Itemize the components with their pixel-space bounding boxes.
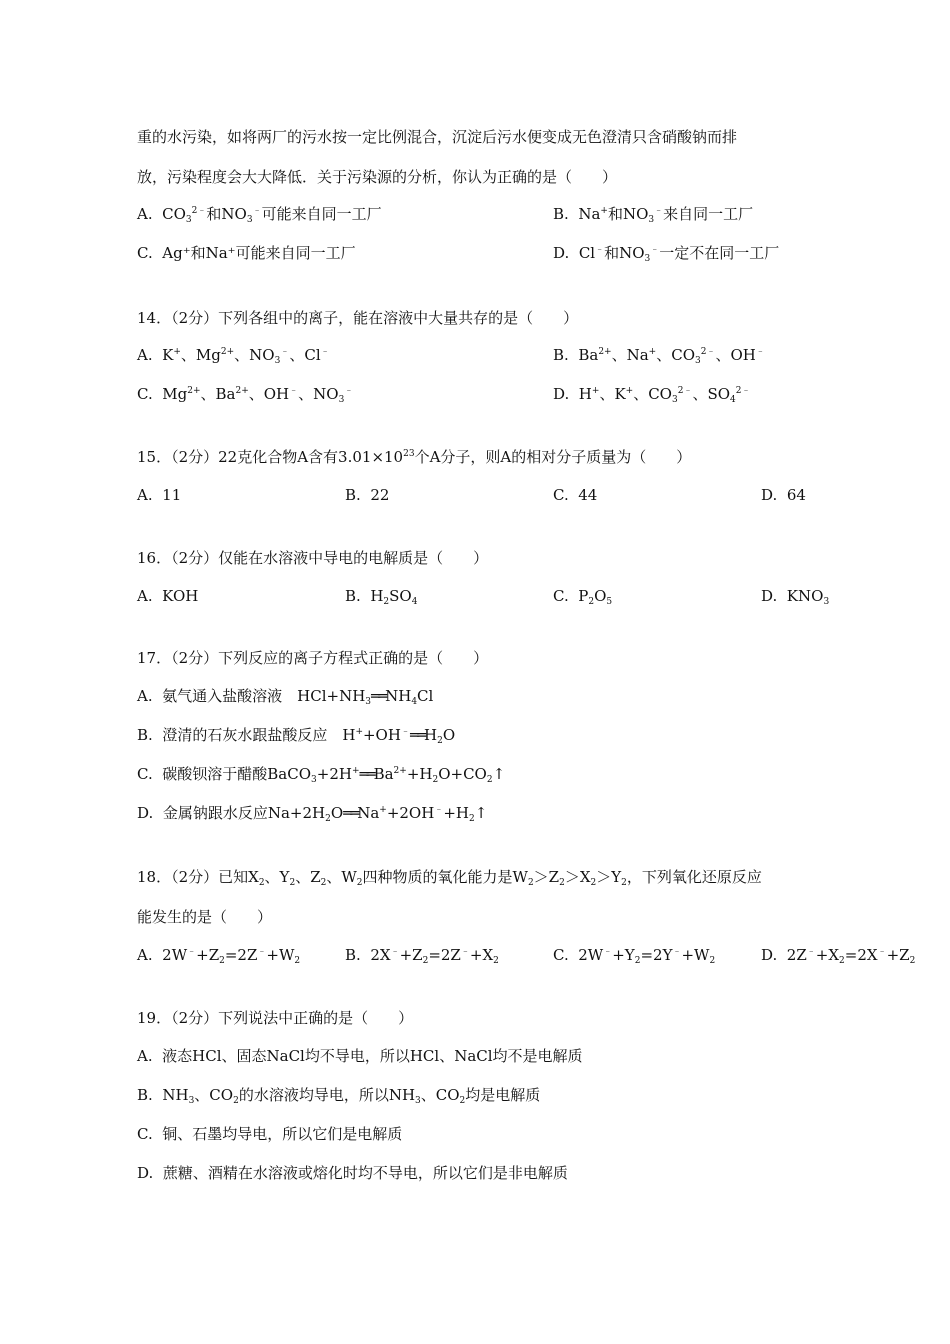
q13-option-d: D. Cl﹣和$NO_3^﹣$一定不在同一工厂 <box>553 244 780 264</box>
q18-option-b: B. $2X^﹣+Z_2=2Z^﹣+X_2$ <box>345 946 499 966</box>
q17-option-a: A. 氨气通入盐酸溶液 $HCl+NH_3══NH_4Cl$ <box>137 687 434 707</box>
q14-option-a: A. K+、$Mg^{2+}$、$NO_3^﹣$、Cl﹣ <box>137 346 330 366</box>
q19-option-a: A. 液态HCl、固态NaCl均不导电，所以HCl、NaCl均不是电解质 <box>137 1047 583 1065</box>
q17-option-b: B. 澄清的石灰水跟盐酸反应 $H^++OH^﹣══H_2O$ <box>137 726 456 746</box>
q18-stem-2: 能发生的是（ ） <box>137 908 273 926</box>
q17-option-d: D. 金属钠跟水反应$Na+2H_2O══Na^++2OH^﹣+H_2↑$ <box>137 804 488 824</box>
q15-option-b: B. 22 <box>345 486 390 504</box>
q14-option-d: D. H+、K+、$CO_3^{2﹣}$、$SO_4^{2﹣}$ <box>553 385 751 405</box>
q15-option-d: D. 64 <box>761 486 806 504</box>
q15-option-a: A. 11 <box>137 486 182 504</box>
q16-stem: 16．（2分）仅能在水溶液中导电的电解质是（ ） <box>137 549 489 567</box>
q14-stem: 14．（2分）下列各组中的离子，能在溶液中大量共存的是（ ） <box>137 309 579 327</box>
q16-option-c: C. $P_2O_5$ <box>553 587 613 607</box>
q15-stem: 15．（2分）22克化合物A含有$3.01\times 10^{23}$个A分子，则A的相对分子质量为（ ） <box>137 448 692 466</box>
q19-option-d: D. 蔗糖、酒精在水溶液或熔化时均不导电，所以它们是非电解质 <box>137 1164 568 1182</box>
intro-line-1: 重的水污染，如将两厂的污水按一定比例混合，沉淀后污水便变成无色澄清只含硝酸钠而排 <box>137 128 738 146</box>
q17-option-c: C. 碳酸钡溶于醋酸$BaCO_3+2H^+══Ba^{2+}+H_2O+CO_2↑$ <box>137 765 506 785</box>
q18-option-d: D. $2Z^﹣+X_2=2X^﹣+Z_2$ <box>761 946 916 966</box>
q17-stem: 17．（2分）下列反应的离子方程式正确的是（ ） <box>137 649 489 667</box>
q18-option-c: C. $2W^﹣+Y_2=2Y^﹣+W_2$ <box>553 946 716 966</box>
q16-option-b: B. $H_2SO_4$ <box>345 587 418 607</box>
q18-option-a: A. $2W^﹣+Z_2=2Z^﹣+W_2$ <box>137 946 301 966</box>
intro-line-2: 放，污染程度会大大降低．关于污染源的分析，你认为正确的是（ ） <box>137 168 618 186</box>
q19-option-b: B. $NH_3$、$CO_2$的水溶液均导电，所以$NH_3$、$CO_2$均是电解质 <box>137 1086 541 1106</box>
q18-stem-1: 18．（2分）已知$X_2$、$Y_2$、$Z_2$、$W_2$四种物质的氧化能力是$W_2>Z_2>X_2>Y_2$，下列氧化还原反应 <box>137 868 762 888</box>
q13-option-c: C. Ag⁺和Na⁺可能来自同一工厂 <box>137 244 356 262</box>
q16-option-a: A. KOH <box>137 587 199 605</box>
q13-option-b: B. Na+和$NO_3^﹣$来自同一工厂 <box>553 205 754 225</box>
q19-stem: 19．（2分）下列说法中正确的是（ ） <box>137 1009 414 1027</box>
q14-option-b: B. $Ba^{2+}$、Na+、$CO_3^{2﹣}$、OH﹣ <box>553 346 765 366</box>
q15-option-c: C. 44 <box>553 486 598 504</box>
q16-option-d: D. $KNO_3$ <box>761 587 830 607</box>
q19-option-c: C. 铜、石墨均导电，所以它们是电解质 <box>137 1125 403 1143</box>
q13-option-a: A. $CO_3^{2﹣}$和$NO_3^﹣$可能来自同一工厂 <box>137 205 382 225</box>
q14-option-c: C. $Mg^{2+}$、$Ba^{2+}$、OH﹣、$NO_3^﹣$ <box>137 385 354 405</box>
